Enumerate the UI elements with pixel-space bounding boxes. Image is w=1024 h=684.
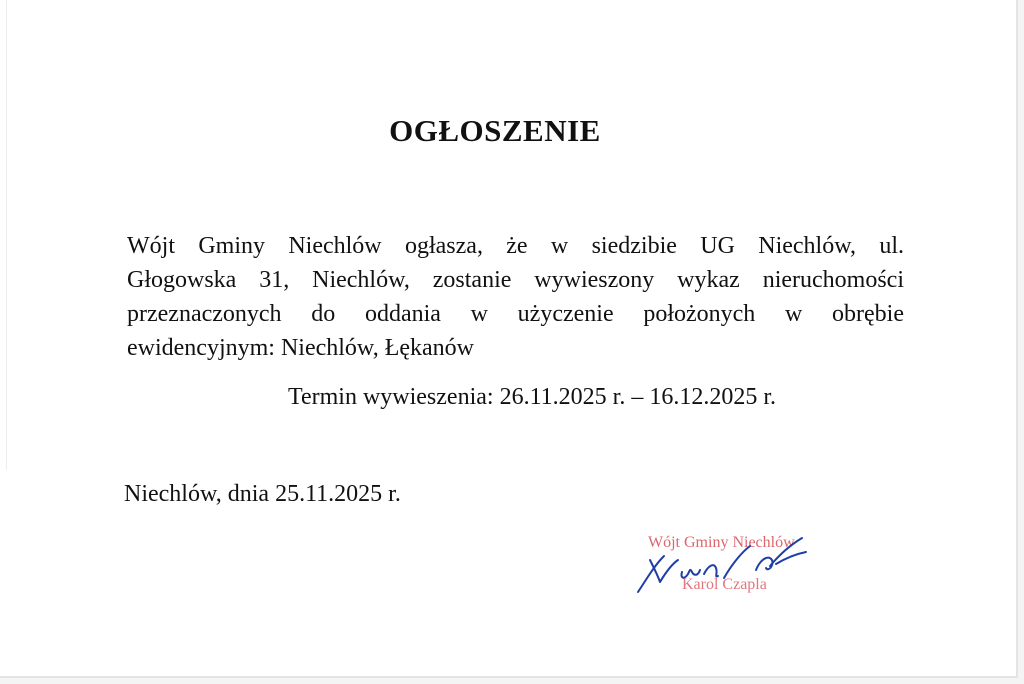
stamp-line-title: Wójt Gminy Niechlów	[648, 534, 795, 551]
document-title: OGŁOSZENIE	[389, 113, 601, 148]
body-line: przeznaczonych do oddania w użyczenie położonych w obrębie	[127, 301, 904, 327]
posting-term: Termin wywieszenia: 26.11.2025 r. – 16.12.2025 r.	[287, 384, 777, 410]
announcement-body	[127, 229, 904, 365]
official-stamp	[620, 520, 850, 610]
body-line: Wójt Gminy Niechlów ogłasza, że w siedzibie UG Niechlów, ul.	[127, 233, 904, 259]
handwritten-signature	[620, 520, 850, 610]
page-edge	[6, 0, 7, 470]
body-line: Głogowska 31, Niechlów, zostanie wywieszony wykaz nieruchomości	[127, 267, 904, 293]
stamp-line-name: Karol Czapla	[682, 576, 767, 593]
place-and-date: Niechlów, dnia 25.11.2025 r.	[124, 481, 401, 507]
body-line: ewidencyjnym: Niechlów, Łękanów	[127, 335, 475, 361]
